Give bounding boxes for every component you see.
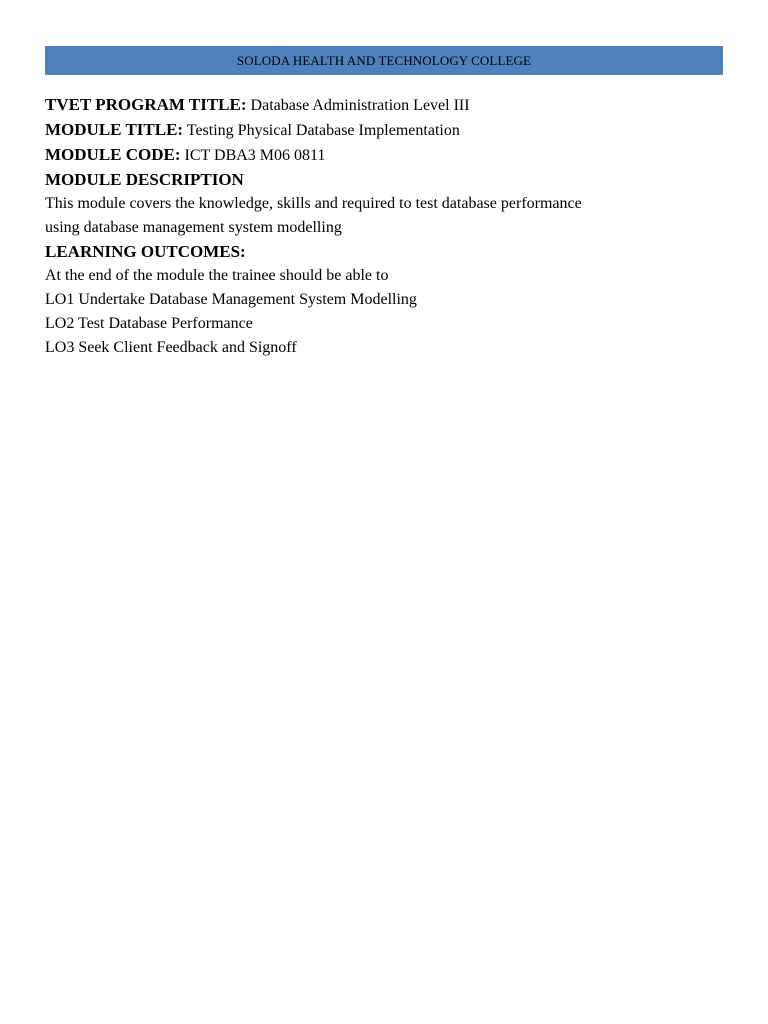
learning-outcome-item: LO2 Test Database Performance [45, 315, 253, 332]
module-title-row [45, 118, 725, 143]
college-header-bar [45, 46, 723, 75]
learning-outcome-item: LO1 Undertake Database Management System Modelling [45, 291, 417, 308]
module-description-heading: MODULE DESCRIPTION [45, 170, 244, 189]
module-code-value: ICT DBA3 M06 0811 [184, 147, 326, 164]
module-info [45, 93, 725, 360]
module-description-line: using database management system modelling [45, 219, 342, 236]
program-title-row [45, 93, 725, 118]
learning-outcome-item: LO3 Seek Client Feedback and Signoff [45, 339, 297, 356]
module-code-row [45, 143, 725, 168]
program-title-value: Database Administration Level III [250, 97, 470, 114]
module-code-label: MODULE CODE: [45, 145, 181, 164]
module-description-line: This module covers the knowledge, skills and required to test database performance [45, 195, 582, 212]
program-title-label: TVET PROGRAM TITLE: [45, 95, 247, 114]
college-name: SOLODA HEALTH AND TECHNOLOGY COLLEGE [236, 52, 532, 68]
module-title-value: Testing Physical Database Implementation [186, 122, 460, 139]
learning-outcomes-heading: LEARNING OUTCOMES: [45, 242, 246, 261]
learning-outcomes-intro: At the end of the module the trainee should be able to [45, 267, 389, 284]
module-title-label: MODULE TITLE: [45, 120, 184, 139]
